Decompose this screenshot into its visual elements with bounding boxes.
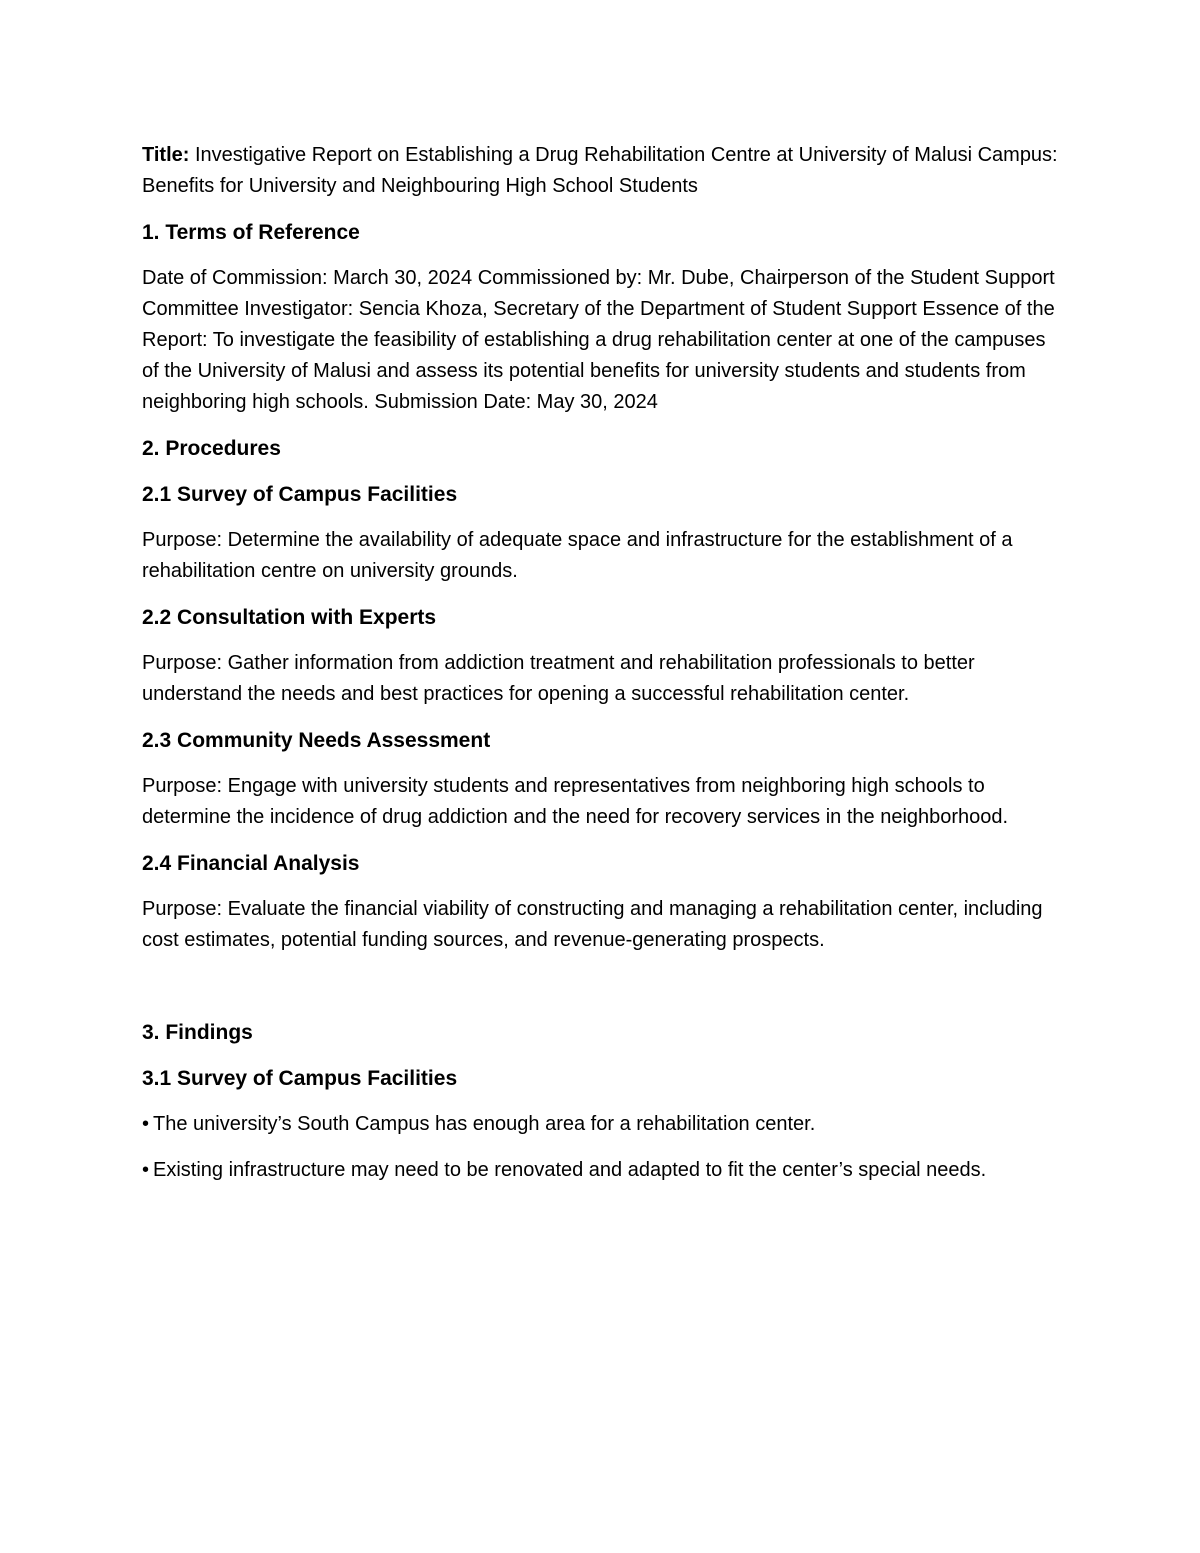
section-2-1-body: Purpose: Determine the availability of adequate space and infrastructure for the establishment of a rehabilitation centre on university grounds. [142, 529, 1013, 582]
finding-bullet-2-text: Existing infrastructure may need to be renovated and adapted to fit the center’s special needs. [153, 1159, 987, 1181]
section-2-4-heading: 2.4 Financial Analysis [142, 852, 360, 875]
section-3-heading: 3. Findings [142, 1021, 253, 1044]
section-3-1-heading: 3.1 Survey of Campus Facilities [142, 1067, 458, 1090]
title-text: Investigative Report on Establishing a Drug Rehabilitation Centre at University of Malusi Campus: Benefits for University and Neighbouring High School Students [142, 144, 1058, 197]
section-2-3-heading: 2.3 Community Needs Assessment [142, 729, 491, 752]
section-2-1-heading: 2.1 Survey of Campus Facilities [142, 483, 458, 506]
finding-bullet-1-text: The university’s South Campus has enough area for a rehabilitation center. [153, 1113, 816, 1135]
bullet-icon: • [142, 1113, 150, 1135]
section-1-body: Date of Commission: March 30, 2024 Commissioned by: Mr. Dube, Chairperson of the Student Support Committee Investigator: Sencia Khoza, Secretary of the Department of Student Support Essence of the Report: To investigate the feasibility of establishing a drug rehabilitation center at one of the campuses of the University of Malusi and assess its potential benefits for university students and students from neighboring high schools. Submission Date: May 30, 2024 [142, 267, 1055, 413]
finding-bullet-1 [142, 1109, 1062, 1140]
document-page [142, 140, 1062, 1201]
bullet-icon: • [142, 1159, 150, 1181]
report-title [142, 140, 1062, 202]
section-2-heading: 2. Procedures [142, 437, 281, 460]
section-1-heading: 1. Terms of Reference [142, 221, 360, 244]
finding-bullet-2 [142, 1155, 1062, 1186]
paragraph-spacer [142, 971, 1062, 1017]
section-2-2-body: Purpose: Gather information from addiction treatment and rehabilitation professionals to better understand the needs and best practices for opening a successful rehabilitation center. [142, 652, 975, 705]
title-label: Title: [142, 144, 190, 166]
section-2-3-body: Purpose: Engage with university students and representatives from neighboring high schools to determine the incidence of drug addiction and the need for recovery services in the neighborhood. [142, 775, 1009, 828]
section-2-2-heading: 2.2 Consultation with Experts [142, 606, 437, 629]
section-2-4-body: Purpose: Evaluate the financial viability of constructing and managing a rehabilitation center, including cost estimates, potential funding sources, and revenue-generating prospects. [142, 898, 1043, 951]
